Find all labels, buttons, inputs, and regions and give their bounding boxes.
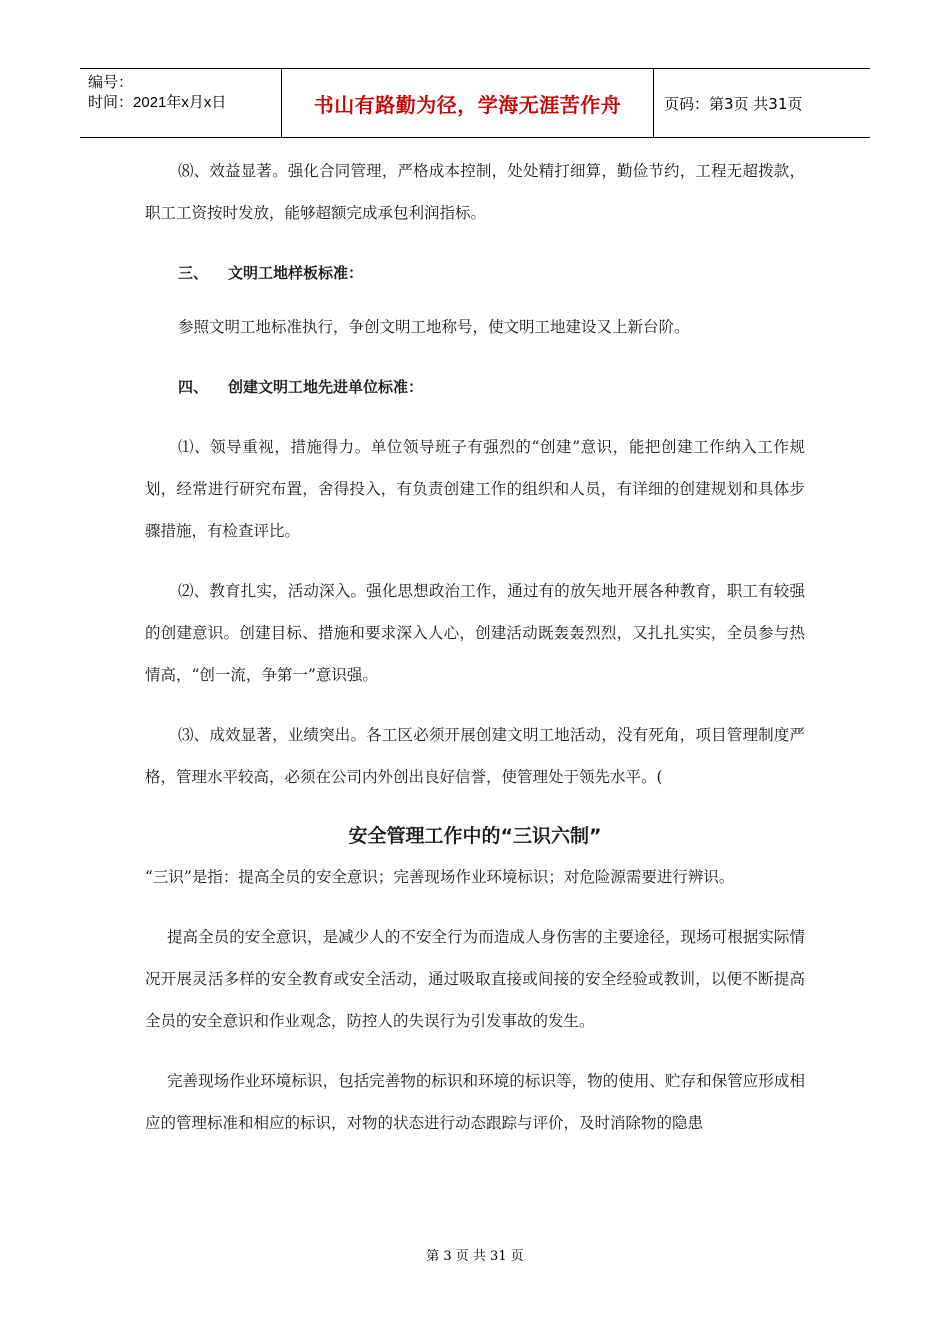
paragraph-item-8: ⑻、效益显著。强化合同管理，严格成本控制，处处精打细算，勤俭节约，工程无超拨款，职工工资按时发放，能够超额完成承包利润指标。 [145, 162, 805, 222]
section-number: 三、 [178, 264, 209, 282]
paragraph-section-3: 参照文明工地标准执行，争创文明工地称号，使文明工地建设又上新台阶。 [178, 318, 690, 336]
page-header [80, 68, 870, 138]
section-heading-4 [145, 366, 805, 408]
paragraph-environment: 完善现场作业环境标识，包括完善物的标识和环境的标识等，物的使用、贮存和保管应形成相应的管理标准和相应的标识，对物的状态进行动态跟踪与评价，及时消除物的隐患 [145, 1072, 805, 1132]
paragraph-intro: “三识”是指：提高全员的安全意识；完善现场作业环境标识；对危险源需要进行辨识。 [145, 868, 735, 886]
header-page-info: 页码：第3页 共31页 [664, 94, 803, 113]
section-title: 文明工地样板标准： [228, 264, 364, 282]
paragraph-item-2: ⑵、教育扎实，活动深入。强化思想政治工作，通过有的放矢地开展各种教育，职工有较强的创建意识。创建目标、措施和要求深入人心，创建活动既轰轰烈烈，又扎扎实实，全员参与热情高，“创一流，争第一”意识强。 [145, 582, 805, 684]
paragraph-item-1: ⑴、领导重视，措施得力。单位领导班子有强烈的“创建”意识，能把创建工作纳入工作规划，经常进行研究布置，舍得投入，有负责创建工作的组织和人员，有详细的创建规划和具体步骤措施，有检查评比。 [145, 438, 805, 540]
document-date: 时间：2021年x月x日 [88, 94, 227, 111]
document-number-label: 编号： [88, 74, 134, 91]
header-motto: 书山有路勤为径，学海无涯苦作舟 [282, 69, 654, 137]
document-body [145, 150, 805, 1144]
section-title: 创建文明工地先进单位标准： [228, 378, 424, 396]
paragraph-item-3: ⑶、成效显著，业绩突出。各工区必须开展创建文明工地活动，没有死角，项目管理制度严格，管理水平较高，必须在公司内外创出良好信誉，使管理处于领先水平。( [145, 726, 805, 786]
section-number: 四、 [178, 378, 209, 396]
paragraph-awareness: 提高全员的安全意识，是减少人的不安全行为而造成人身伤害的主要途径，现场可根据实际情况开展灵活多样的安全教育或安全活动，通过吸取直接或间接的安全经验或教训，以便不断提高全员的安全意识和作业观念，防控人的失误行为引发事故的发生。 [145, 928, 805, 1030]
page-footer: 第 3 页 共 31 页 [426, 1249, 524, 1264]
article-title: 安全管理工作中的“三识六制” [348, 825, 602, 847]
section-heading-3 [145, 252, 805, 294]
header-meta [80, 69, 282, 137]
